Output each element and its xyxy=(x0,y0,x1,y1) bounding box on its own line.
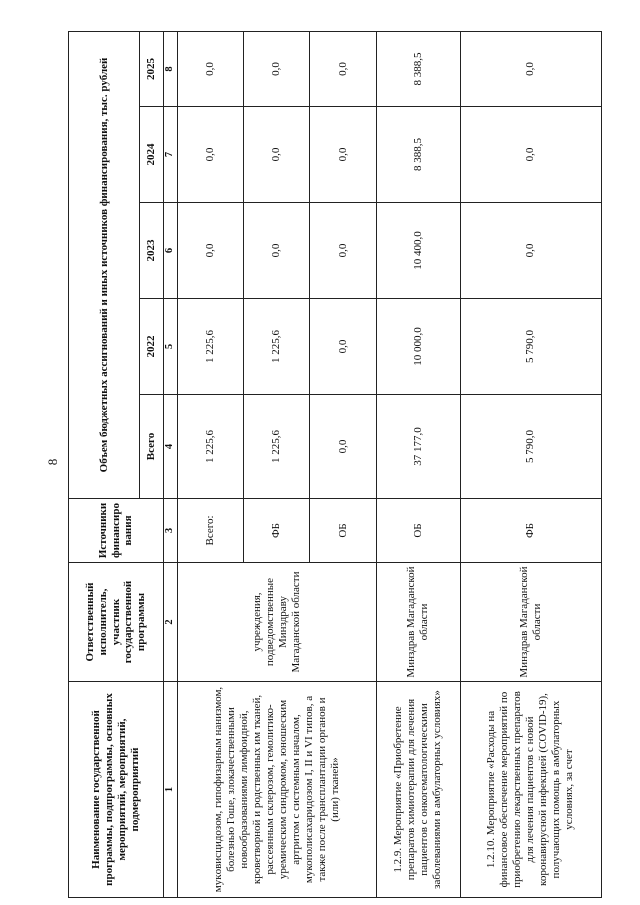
header-executor: Ответственный исполнитель, участник государственной программы xyxy=(69,563,164,682)
table-row xyxy=(376,31,460,897)
row-name: мукoвисцидозом, гипофизарным нанизмом, болезнью Гоше, злокачественными новообразованиями лимфоидной, кроветворной и родственных им тканей, рассеянным склерозом, гемолитико-уремическим синдромом, юношеским артритом с системным началом, мукополисахаридозом I, II и VI типов, а также после трансплантации органов и (или) тканей» xyxy=(178,682,377,898)
column-numbers-row xyxy=(164,31,178,897)
row-name: 1.2.9. Мероприятие «Приобретение препаратов химиотерапии для лечения пациентов с онкогематологическими заболеваниями в амбулаторных условиях» xyxy=(376,682,460,898)
header-year-2024: 2024 xyxy=(140,107,164,203)
col-num-7: 7 xyxy=(164,107,178,203)
header-row xyxy=(69,31,140,897)
row-2024: 0,0 xyxy=(310,107,376,203)
header-year-2022: 2022 xyxy=(140,299,164,395)
row-2022: 10 000,0 xyxy=(376,299,460,395)
row-total: 0,0 xyxy=(310,395,376,499)
row-2024: 0,0 xyxy=(460,107,601,203)
row-2023: 0,0 xyxy=(460,203,601,299)
row-2023: 0,0 xyxy=(244,203,310,299)
row-executor: Минздрав Магаданской области xyxy=(376,563,460,682)
row-source: Всего: xyxy=(178,499,244,563)
row-2024: 8 388,5 xyxy=(376,107,460,203)
page-number: 8 xyxy=(45,458,60,466)
financing-table xyxy=(68,31,602,898)
row-total: 37 177,0 xyxy=(376,395,460,499)
row-2022: 1 225,6 xyxy=(244,299,310,395)
row-2023: 0,0 xyxy=(310,203,376,299)
row-2022: 5 790,0 xyxy=(460,299,601,395)
col-num-6: 6 xyxy=(164,203,178,299)
col-num-1: 1 xyxy=(164,682,178,898)
row-2022: 1 225,6 xyxy=(178,299,244,395)
row-source: ФБ xyxy=(460,499,601,563)
col-num-5: 5 xyxy=(164,299,178,395)
header-year-2023: 2023 xyxy=(140,203,164,299)
header-name: Наименование государственной программы, подпрограммы, основных мероприятий, мероприятий, подмероприятий xyxy=(69,682,164,898)
row-2023: 10 400,0 xyxy=(376,203,460,299)
header-volume: Объем бюджетных ассигнований и иных источников финансирования, тыс. рублей xyxy=(69,31,140,498)
row-total: 1 225,6 xyxy=(178,395,244,499)
row-2025: 0,0 xyxy=(178,31,244,106)
col-num-8: 8 xyxy=(164,31,178,106)
row-2022: 0,0 xyxy=(310,299,376,395)
col-num-2: 2 xyxy=(164,563,178,682)
row-source: ОБ xyxy=(376,499,460,563)
row-executor: Минздрав Магаданской области xyxy=(460,563,601,682)
header-source: Источники финансиро вания xyxy=(69,499,164,563)
row-executor: учреждения, подведомственные Минздраву Магаданской области xyxy=(178,563,377,682)
header-year-2025: 2025 xyxy=(140,31,164,106)
table-row xyxy=(178,31,244,897)
col-num-4: 4 xyxy=(164,395,178,499)
row-2024: 0,0 xyxy=(244,107,310,203)
rotated-table-container xyxy=(68,32,602,898)
col-num-3: 3 xyxy=(164,499,178,563)
row-2025: 8 388,5 xyxy=(376,31,460,106)
row-source: ФБ xyxy=(244,499,310,563)
row-total: 5 790,0 xyxy=(460,395,601,499)
row-2025: 0,0 xyxy=(310,31,376,106)
row-total: 1 225,6 xyxy=(244,395,310,499)
row-name: 1.2.10. Мероприятие «Расходы на финансовое обеспечение мероприятий по приобретению лекарственных препаратов для лечения пациентов с новой коронавирусной инфекцией (COVID-19), получающих помощь в амбулаторных условиях, за счет xyxy=(460,682,601,898)
row-2024: 0,0 xyxy=(178,107,244,203)
row-2025: 0,0 xyxy=(460,31,601,106)
table-row xyxy=(460,31,601,897)
row-source: ОБ xyxy=(310,499,376,563)
header-year-total: Всего xyxy=(140,395,164,499)
row-2023: 0,0 xyxy=(178,203,244,299)
row-2025: 0,0 xyxy=(244,31,310,106)
